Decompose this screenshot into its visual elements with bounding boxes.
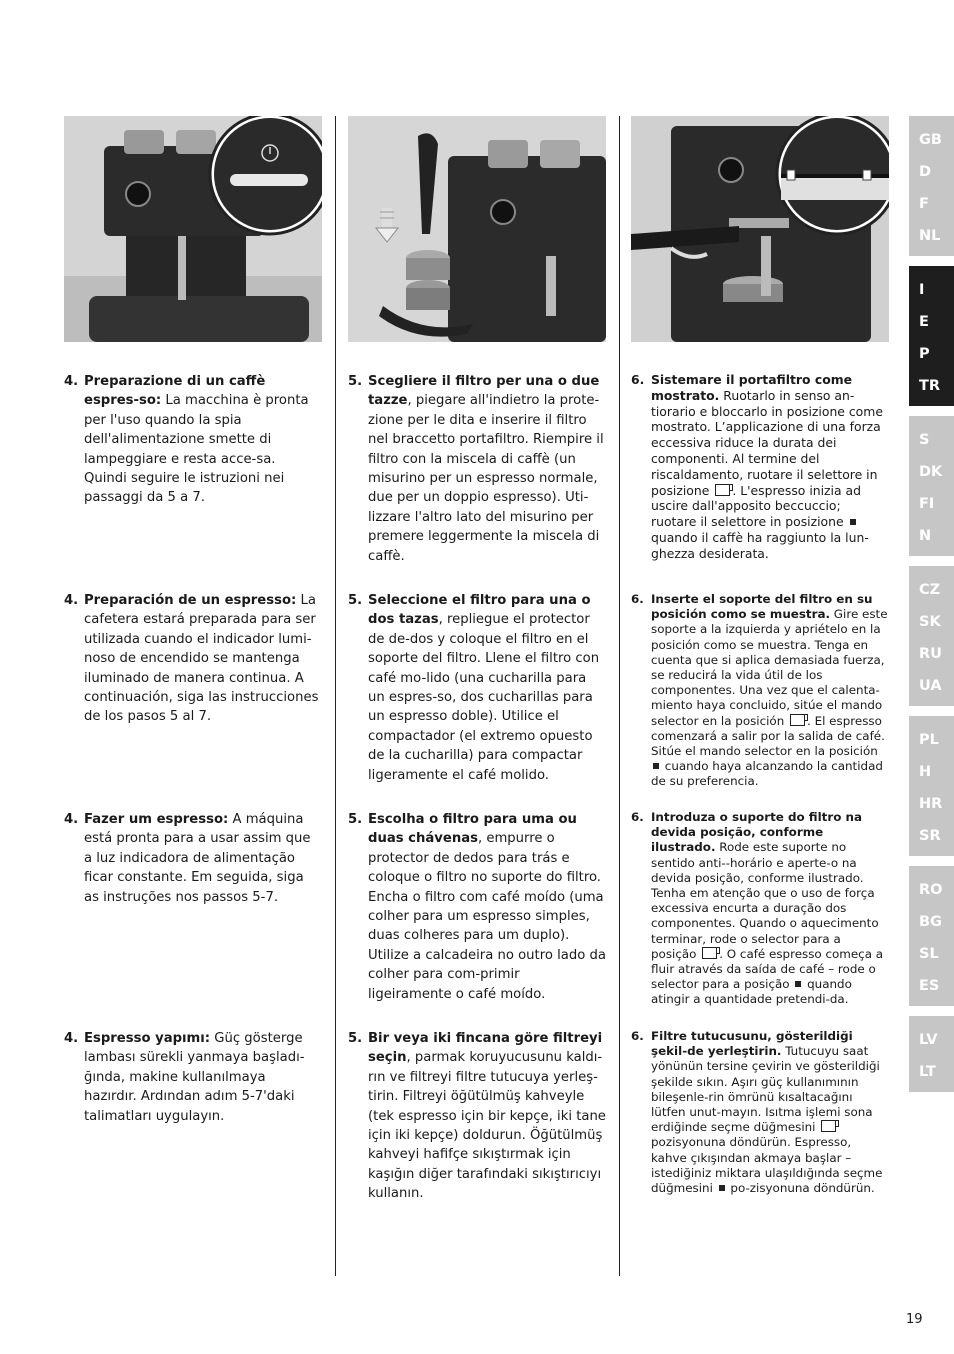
language-tab-lv[interactable]: LV	[919, 1032, 938, 1048]
language-tab-fi[interactable]: FI	[919, 496, 935, 512]
step-6-tr: 6. Filtre tutucusunu, gösterildiği şekil-de yerleştirin. Tutucuyu saat yönünün tersine çevirin ve gösterildiği şekilde sıkın. Aşırı güç kullanımının bileşenle-rin ömrünü kısaltacağını lütfen unut-mayın. Isıtma işlemi sona erdiğinde seçme düğmesini pozisyonuna döndürün. Espresso, kahve çıkışından akmaya başlar – istediğiniz miktara ulaşıldığında seçme düğmesini po-zisyonuna döndürün.	[631, 1029, 883, 1196]
language-tab-dk[interactable]: DK	[919, 464, 943, 480]
step-5-tr: 5. Bir veya iki fincana göre filtreyi seçin, parmak koruyucusunu kaldı-rın ve filtreyi filtre tutucuya yerleş-tirin. Filtreyi öğütülmüş kahveyle (tek espresso için bir kepçe, iki tane için iki kepçe) doldurun. Öğütülmüş kahveyi hafifçe sıkıştırmak için kaşığın diğer tarafındaki sıkıştırıcıyı kullanın.	[348, 1031, 606, 1202]
language-tab-group	[909, 566, 954, 706]
language-tab-group	[909, 866, 954, 1006]
language-tab-cz[interactable]: CZ	[919, 582, 941, 598]
language-tab-tr[interactable]: TR	[919, 378, 941, 394]
step-6-it: 6. Sistemare il portafiltro come mostrato. Ruotarlo in senso an-tiorario e bloccarlo in posizione come mostrato. L’applicazione di una forza eccessiva riduce la durata dei componenti. Al termine del riscaldamento, ruotare il selettore in posizione . L'espresso inizia ad uscire dall'apposito beccuccio; ruotare il selettore in posizione quando il caffè ha raggiunto la lun-ghezza desiderata.	[631, 372, 883, 561]
language-tab-ro[interactable]: RO	[919, 882, 943, 898]
espresso-cup-icon	[715, 484, 730, 496]
stop-square-icon	[795, 981, 801, 987]
column-3	[631, 116, 889, 1196]
language-tab-p[interactable]: P	[919, 346, 930, 362]
step-4-it: 4. Preparazione di un caffè espres-so: La macchina è pronta per l'uso quando la spia dell'alimentazione smette di lampeggiare e resta acce-sa. Quindi seguire le istruzioni nei passaggi da 5 a 7.	[64, 374, 309, 506]
language-tab-h[interactable]: H	[919, 764, 932, 780]
language-tab-ua[interactable]: UA	[919, 678, 942, 694]
language-tab-n[interactable]: N	[919, 528, 932, 544]
stop-square-icon	[850, 519, 856, 525]
column-1	[64, 116, 322, 1124]
language-tab-gb[interactable]: GB	[919, 132, 942, 148]
step-5-it: 5. Scegliere il filtro per una o due tazze, piegare all'indietro la prote-zione per le dita e inserire il filtro nel braccetto portafiltro. Riempire il filtro con la miscela di caffè (un misurino per un espresso normale, due per un doppio espresso). Uti-lizzare l'altro lato del misurino per premere leggermente la miscela di caffè.	[348, 374, 604, 564]
language-tab-i[interactable]: I	[919, 282, 925, 298]
language-tab-sl[interactable]: SL	[919, 946, 939, 962]
language-tab-d[interactable]: D	[919, 164, 932, 180]
column-2	[348, 116, 606, 1202]
language-tab-s[interactable]: S	[919, 432, 930, 448]
step-6-pt: 6. Introduza o suporte do filtro na devida posição, conforme ilustrado. Rode este suporte no sentido anti--horário e aperte-o na devida posição, conforme ilustrado. Tenha em atenção que o uso de força excessiva encurta a duração dos componentes. Quando o aquecimento terminar, rode o selector para a posição . O café espresso começa a fluir através da saída de café – rode o selector para a posição quando atingir a quantidade pretendi-da.	[631, 810, 884, 1007]
step-5-pt: 5. Escolha o filtro para uma ou duas chávenas, empurre o protector de dedos para trás e coloque o filtro no suporte do filtro. Encha o filtro com café moído (uma colher para um espresso simples, duas colheres para um duplo). Utilize a calcadeira no outro lado da colher para com-primir ligeiramente o café moído.	[348, 812, 606, 1002]
illustration-power-indicator	[64, 116, 322, 342]
stop-square-icon	[719, 1185, 725, 1191]
language-tab-group	[909, 1016, 954, 1092]
language-tab-pl[interactable]: PL	[919, 732, 939, 748]
language-tab-bg[interactable]: BG	[919, 914, 942, 930]
language-tab-group	[909, 416, 954, 556]
step-4-es: 4. Preparación de un espresso: La cafetera estará preparada para ser utilizada cuando el indicador lumi-noso de encendido se mantenga iluminado de manera continua. A continuación, siga las instrucciones de los pasos 5 al 7.	[64, 593, 319, 725]
language-tab-e[interactable]: E	[919, 314, 929, 330]
step-6-es: 6. Inserte el soporte del filtro en su posición como se muestra. Gire este soporte a la izquierda y apriételo en la posición como se muestra. Tenga en cuenta que si aplica demasiada fuerza, se reducirá la vida útil de los componentes. Una vez que el calenta-miento haya concluido, sitúe el mando selector en la posición . El espresso comenzará a salir por la salida de café. Sitúe el mando selector en la posición cuando haya alcanzando la cantidad de su preferencia.	[631, 592, 888, 789]
espresso-cup-icon	[702, 947, 717, 959]
step-5-es: 5. Seleccione el filtro para una o dos tazas, repliegue el protector de de-dos y coloque el filtro en el soporte del filtro. Llene el filtro con café mo-lido (una cucharilla para un espres-so, dos cucharillas para un espresso doble). Utilice el compactador (el extremo opuesto de la cucharilla) para compactar ligeramente el café molido.	[348, 593, 600, 783]
page-number: 19	[906, 1312, 923, 1327]
espresso-cup-icon	[821, 1120, 836, 1132]
language-tab-group	[909, 116, 954, 256]
column-divider	[619, 116, 620, 1276]
illustration-filter-insert	[348, 116, 606, 342]
step-4-tr: 4. Espresso yapımı: Güç gösterge lambası sürekli yanmaya başladı-ğında, makine kullanılmaya hazırdır. Ardından adım 5-7'daki talimatları uygulayın.	[64, 1031, 305, 1124]
step-4-pt: 4. Fazer um espresso: A máquina está pronta para a usar assim que a luz indicadora de alimentação ficar constante. Em seguida, siga as instruções nos passos 5-7.	[64, 812, 311, 905]
language-tab-nl[interactable]: NL	[919, 228, 941, 244]
language-tab-sk[interactable]: SK	[919, 614, 941, 630]
illustration-portafilter-lock	[631, 116, 889, 342]
language-tab-sr[interactable]: SR	[919, 828, 941, 844]
language-tab-ru[interactable]: RU	[919, 646, 942, 662]
language-tab-group	[909, 716, 954, 856]
language-tab-hr[interactable]: HR	[919, 796, 943, 812]
espresso-cup-icon	[790, 714, 805, 726]
language-tab-es[interactable]: ES	[919, 978, 940, 994]
language-tabs	[909, 116, 954, 1102]
language-tab-lt[interactable]: LT	[919, 1064, 936, 1080]
stop-square-icon	[653, 763, 659, 769]
language-tab-f[interactable]: F	[919, 196, 929, 212]
language-tab-group	[909, 266, 954, 406]
column-divider	[335, 116, 336, 1276]
